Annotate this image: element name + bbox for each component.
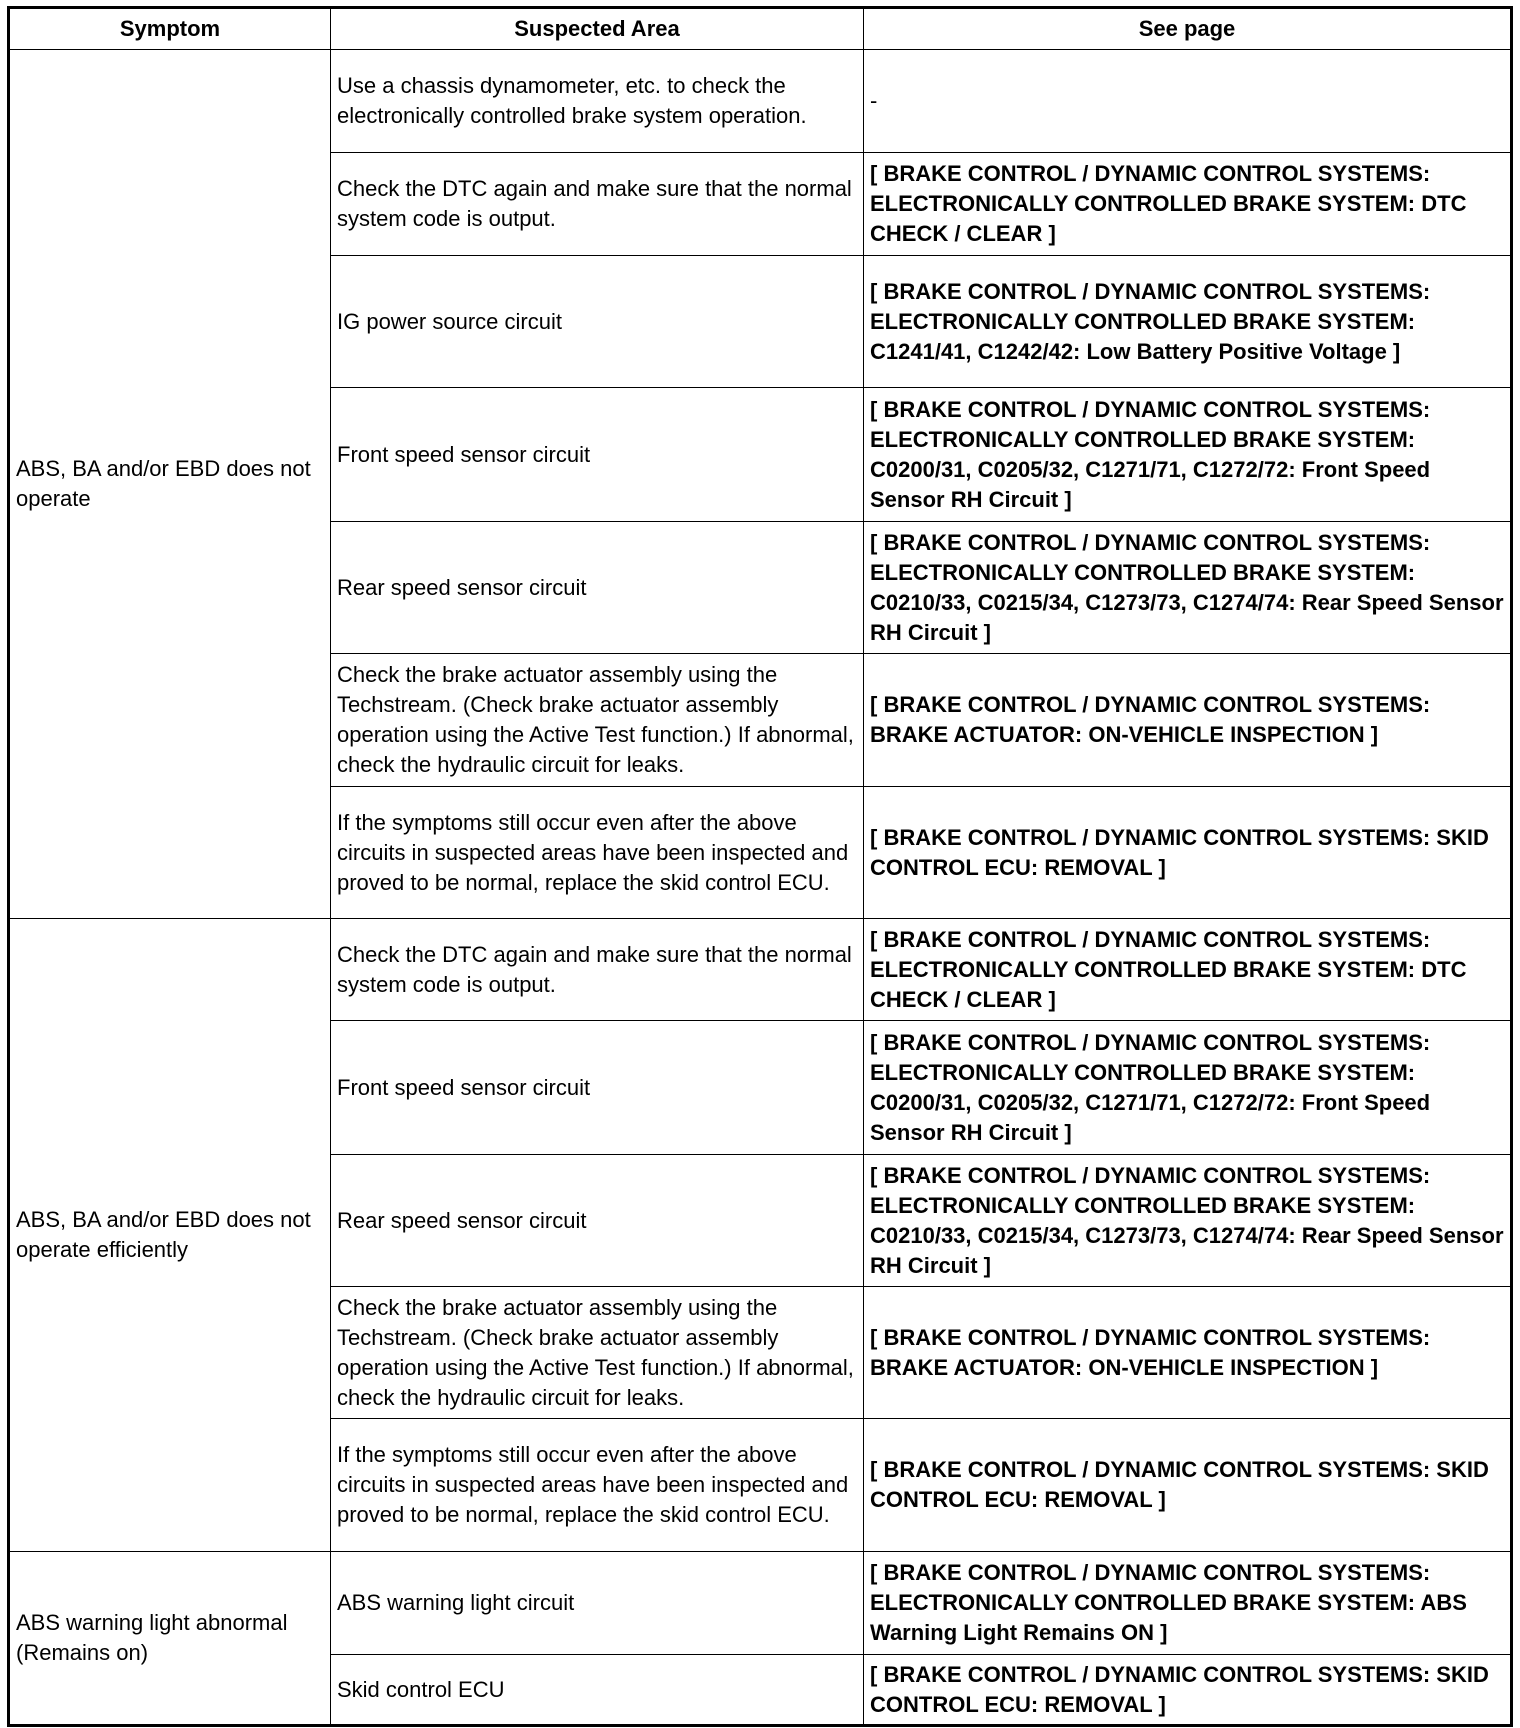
table-row (9, 1552, 1512, 1655)
see-page-link[interactable]: [ BRAKE CONTROL / DYNAMIC CONTROL SYSTEMS: ELECTRONICALLY CONTROLLED BRAKE SYSTEM: DTC CHECK / CLEAR ] (864, 919, 1512, 1021)
see-page-link[interactable]: [ BRAKE CONTROL / DYNAMIC CONTROL SYSTEMS: SKID CONTROL ECU: REMOVAL ] (864, 1655, 1512, 1726)
suspected-area-cell: Skid control ECU (331, 1655, 864, 1726)
see-page-link[interactable]: [ BRAKE CONTROL / DYNAMIC CONTROL SYSTEMS: BRAKE ACTUATOR: ON-VEHICLE INSPECTION ] (864, 654, 1512, 787)
see-page-link[interactable]: [ BRAKE CONTROL / DYNAMIC CONTROL SYSTEMS: SKID CONTROL ECU: REMOVAL ] (864, 1419, 1512, 1552)
see-page-link[interactable]: - (864, 50, 1512, 153)
see-page-link[interactable]: [ BRAKE CONTROL / DYNAMIC CONTROL SYSTEMS: ELECTRONICALLY CONTROLLED BRAKE SYSTEM: C1241/41, C1242/42: Low Battery Positive Voltage ] (864, 256, 1512, 388)
suspected-area-cell: Rear speed sensor circuit (331, 522, 864, 654)
see-page-link[interactable]: [ BRAKE CONTROL / DYNAMIC CONTROL SYSTEMS: ELECTRONICALLY CONTROLLED BRAKE SYSTEM: C0200/31, C0205/32, C1271/71, C1272/72: Front Speed Sensor RH Circuit ] (864, 388, 1512, 522)
suspected-area-cell: Check the brake actuator assembly using the Techstream. (Check brake actuator assembly operation using the Active Test function.) If abnormal, check the hydraulic circuit for leaks. (331, 654, 864, 787)
suspected-area-cell: Check the DTC again and make sure that the normal system code is output. (331, 153, 864, 256)
symptom-cell: ABS warning light abnormal (Remains on) (9, 1552, 331, 1726)
table-row (9, 50, 1512, 153)
suspected-area-cell: Rear speed sensor circuit (331, 1155, 864, 1287)
see-page-link[interactable]: [ BRAKE CONTROL / DYNAMIC CONTROL SYSTEMS: ELECTRONICALLY CONTROLLED BRAKE SYSTEM: DTC CHECK / CLEAR ] (864, 153, 1512, 256)
see-page-link[interactable]: [ BRAKE CONTROL / DYNAMIC CONTROL SYSTEMS: ELECTRONICALLY CONTROLLED BRAKE SYSTEM: C0210/33, C0215/34, C1273/73, C1274/74: Rear Speed Sensor RH Circuit ] (864, 1155, 1512, 1287)
header-row (9, 8, 1512, 50)
see-page-link[interactable]: [ BRAKE CONTROL / DYNAMIC CONTROL SYSTEMS: ELECTRONICALLY CONTROLLED BRAKE SYSTEM: C0210/33, C0215/34, C1273/73, C1274/74: Rear Speed Sensor RH Circuit ] (864, 522, 1512, 654)
see-page-link[interactable]: [ BRAKE CONTROL / DYNAMIC CONTROL SYSTEMS: ELECTRONICALLY CONTROLLED BRAKE SYSTEM: ABS Warning Light Remains ON ] (864, 1552, 1512, 1655)
table-row (9, 919, 1512, 1021)
see-page-link[interactable]: [ BRAKE CONTROL / DYNAMIC CONTROL SYSTEMS: ELECTRONICALLY CONTROLLED BRAKE SYSTEM: C0200/31, C0205/32, C1271/71, C1272/72: Front Speed Sensor RH Circuit ] (864, 1021, 1512, 1155)
suspected-area-cell: Use a chassis dynamometer, etc. to check the electronically controlled brake system operation. (331, 50, 864, 153)
suspected-area-cell: If the symptoms still occur even after the above circuits in suspected areas have been inspected and proved to be normal, replace the skid control ECU. (331, 787, 864, 919)
symptom-table (7, 6, 1513, 1727)
header-see-page: See page (864, 8, 1512, 50)
header-suspected-area: Suspected Area (331, 8, 864, 50)
suspected-area-cell: IG power source circuit (331, 256, 864, 388)
symptom-cell: ABS, BA and/or EBD does not operate efficiently (9, 919, 331, 1552)
suspected-area-cell: ABS warning light circuit (331, 1552, 864, 1655)
suspected-area-cell: Front speed sensor circuit (331, 388, 864, 522)
header-symptom: Symptom (9, 8, 331, 50)
suspected-area-cell: If the symptoms still occur even after the above circuits in suspected areas have been inspected and proved to be normal, replace the skid control ECU. (331, 1419, 864, 1552)
see-page-link[interactable]: [ BRAKE CONTROL / DYNAMIC CONTROL SYSTEMS: SKID CONTROL ECU: REMOVAL ] (864, 787, 1512, 919)
see-page-link[interactable]: [ BRAKE CONTROL / DYNAMIC CONTROL SYSTEMS: BRAKE ACTUATOR: ON-VEHICLE INSPECTION ] (864, 1287, 1512, 1419)
suspected-area-cell: Front speed sensor circuit (331, 1021, 864, 1155)
symptom-cell: ABS, BA and/or EBD does not operate (9, 50, 331, 919)
suspected-area-cell: Check the DTC again and make sure that the normal system code is output. (331, 919, 864, 1021)
suspected-area-cell: Check the brake actuator assembly using the Techstream. (Check brake actuator assembly operation using the Active Test function.) If abnormal, check the hydraulic circuit for leaks. (331, 1287, 864, 1419)
